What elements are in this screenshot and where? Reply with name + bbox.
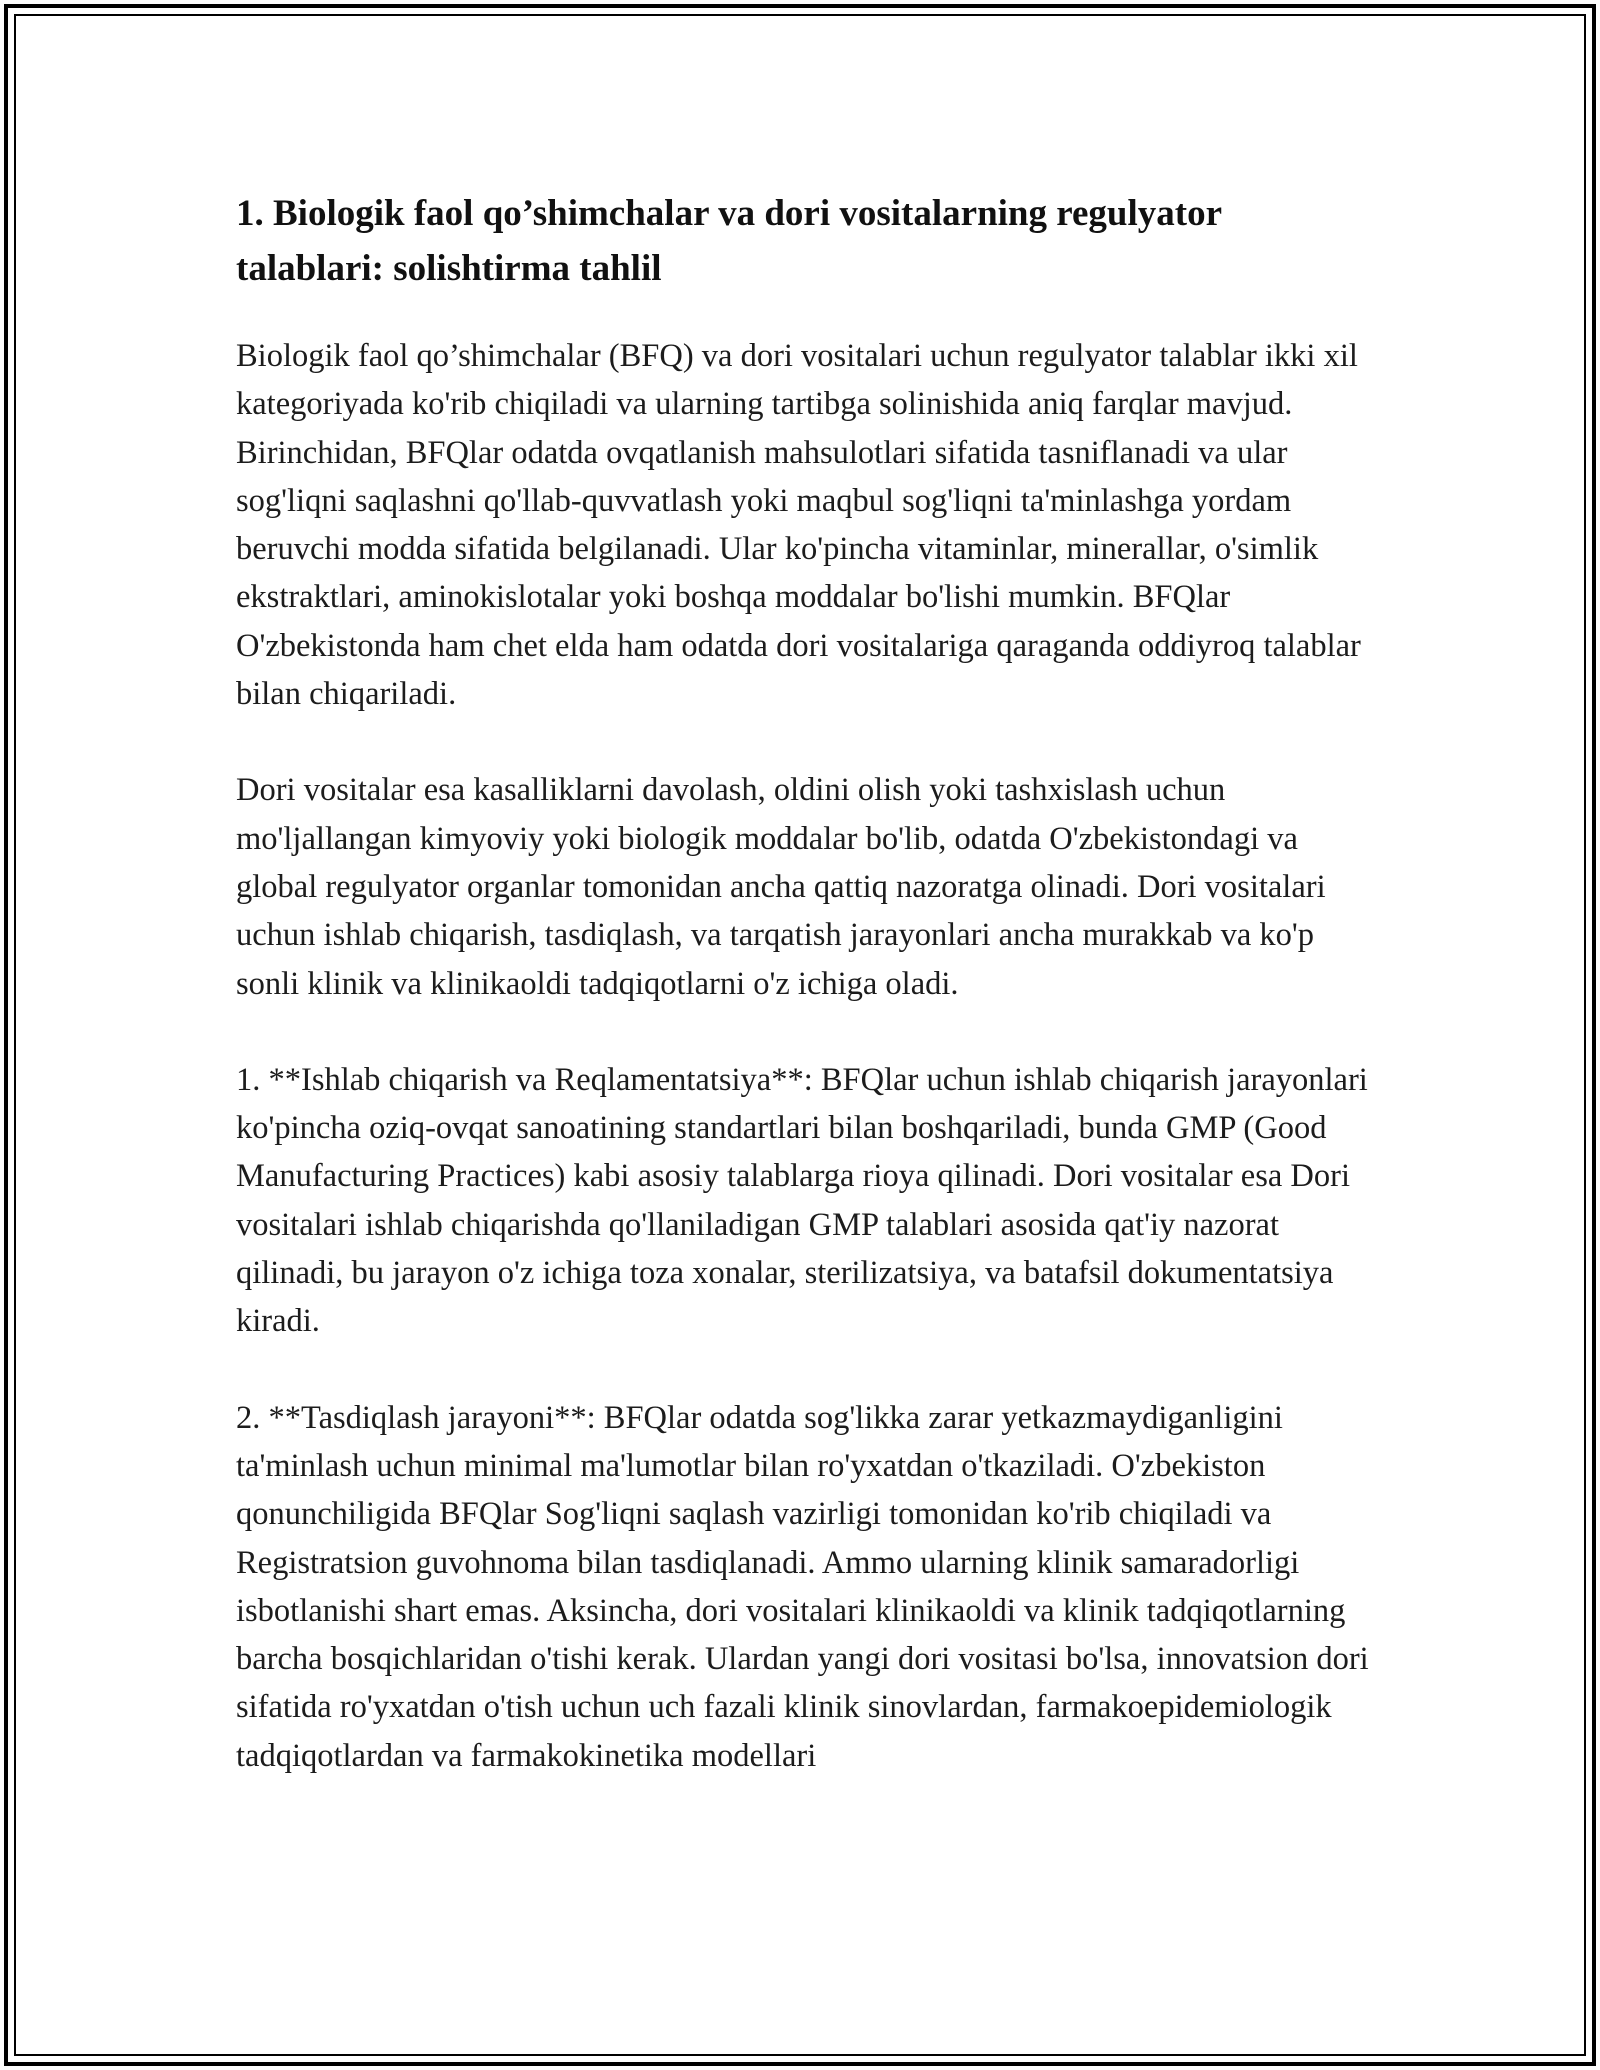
paragraph-drugs: Dori vositalar esa kasalliklarni davolash, oldini olish yoki tashxislash uchun mo'ljallangan kimyoviy yoki biologik moddalar bo'lib, odatda O'zbekistondagi va global regulyator organlar tomonidan ancha qattiq nazoratga olinadi. Dori vositalari uchun ishlab chiqarish, tasdiqlash, va tarqatish jarayonlari ancha murakkab va ko'p sonli klinik va klinikaoldi tadqiqotlarni o'z ichiga oladi. [236, 772, 1326, 1002]
paragraph-approval: 2. **Tasdiqlash jarayoni**: BFQlar odatda sog'likka zarar yetkazmaydiganligini ta'minlash uchun minimal ma'lumotlar bilan ro'yxatdan o'tkaziladi. O'zbekiston qonunchiligida BFQlar Sog'liqni saqlash vazirligi tomonidan ko'rib chiqiladi va Registratsion guvohnoma bilan tasdiqlanadi. Ammo ularning klinik samaradorligi isbotlanishi shart emas. Aksincha, dori vositalari klinikaoldi va klinik tadqiqotlarning barcha bosqichlaridan o'tishi kerak. Ulardan yangi dori vositasi bo'lsa, innovatsion dori sifatida ro'yxatdan o'tish uchun uch fazali klinik sinovlardan, farmakoepidemiologik tadqiqotlardan va farmakokinetika modellari [236, 1399, 1369, 1774]
document-body [236, 186, 1376, 1828]
document-title: 1. Biologik faol qo’shimchalar va dori vositalarning regulyator talablari: solishtirma tahlil [236, 193, 1222, 289]
paragraph-manufacturing: 1. **Ishlab chiqarish va Reqlamentatsiya**: BFQlar uchun ishlab chiqarish jarayonlari ko'pincha oziq-ovqat sanoatining standartlari bilan boshqariladi, bunda GMP (Good Manufacturing Practices) kabi asosiy talablarga rioya qilinadi. Dori vositalar esa Dori vositalari ishlab chiqarishda qo'llaniladigan GMP talablari asosida qat'iy nazorat qilinadi, bu jarayon o'z ichiga toza xonalar, sterilizatsiya, va batafsil dokumentatsiya kiradi. [236, 1061, 1368, 1340]
paragraph-intro: Biologik faol qo’shimchalar (BFQ) va dori vositalari uchun regulyator talablar ikki xil kategoriyada ko'rib chiqiladi va ularning tartibga solinishida aniq farqlar mavjud. Birinchidan, BFQlar odatda ovqatlanish mahsulotlari sifatida tasniflanadi va ular sog'liqni saqlashni qo'llab-quvvatlash yoki maqbul sog'liqni ta'minlashga yordam beruvchi modda sifatida belgilanadi. Ular ko'pincha vitaminlar, minerallar, o'simlik ekstraktlari, aminokislotalar yoki boshqa moddalar bo'lishi mumkin. BFQlar O'zbekistonda ham chet elda ham odatda dori vositalariga qaraganda oddiyroq talablar bilan chiqariladi. [236, 338, 1361, 713]
